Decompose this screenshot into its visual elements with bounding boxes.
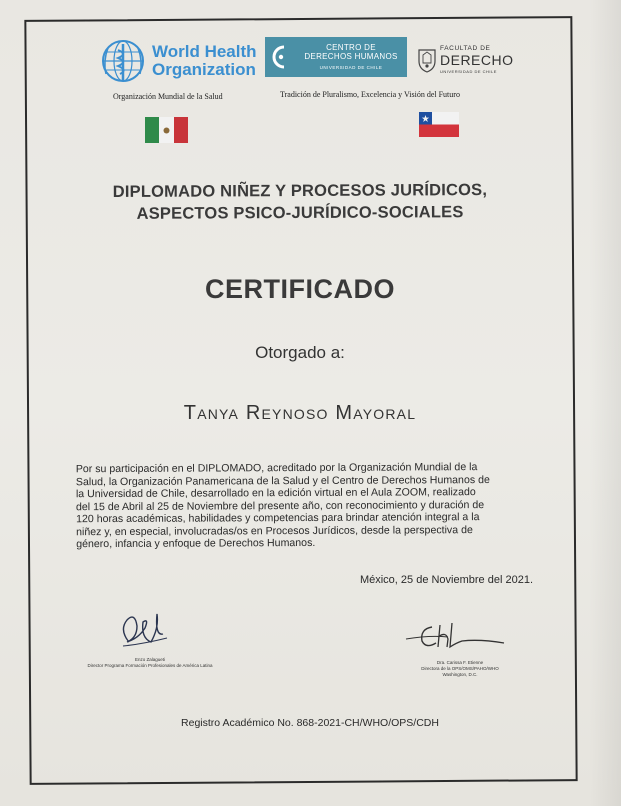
certificate-body — [76, 461, 532, 551]
mexico-flag-icon — [145, 117, 188, 143]
centro-derechos-humanos-logo — [265, 37, 407, 77]
right-signatory-caption — [390, 660, 530, 678]
program-title-line1: DIPLOMADO NIÑEZ Y PROCESOS JURÍDICOS, — [112, 181, 488, 201]
derecho-logo-line1: FACULTAD DE — [440, 45, 491, 52]
place-date: México, 25 de Noviembre del 2021. — [359, 574, 533, 586]
cdh-logo-line2: DERECHOS HUMANOS — [304, 51, 398, 61]
body-line: niñez y, en especial, involucradas/os en Procesos Jurídicos, desde la perspectiva de — [76, 523, 473, 538]
body-line: Por su participación en el DIPLOMADO, acreditado por la Organización Mundial de la — [75, 461, 478, 476]
registry-number: Registro Académico No. 868-2021-CH/WHO/OPS/CDH — [181, 717, 439, 729]
university-crest-icon — [417, 47, 437, 73]
university-tagline: Tradición de Pluralismo, Excelencia y Visión del Futuro — [280, 90, 460, 99]
page-edge-shadow — [589, 0, 621, 806]
cdh-logo-line1: CENTRO DE — [326, 42, 376, 52]
who-logo-line2: Organization — [152, 60, 256, 79]
who-logo — [100, 38, 257, 84]
cdh-mark-icon — [265, 37, 295, 77]
who-logo-line1: World Health — [152, 42, 257, 61]
right-signatory-name: Dra. Carissa F. Etienne — [436, 660, 484, 665]
certificate-title: CERTIFICADO — [205, 274, 395, 304]
program-title — [60, 179, 540, 226]
body-line: género, infancia y enfoque de Derechos Humanos. — [76, 536, 316, 551]
right-signature — [400, 617, 510, 657]
derecho-logo-line3: UNIVERSIDAD DE CHILE — [440, 69, 497, 74]
chile-flag-icon — [419, 112, 459, 137]
recipient-name: Tanya Reynoso Mayoral — [183, 402, 417, 424]
left-signatory-caption — [65, 657, 235, 669]
program-title-line2: ASPECTOS PSICO-JURÍDICO-SOCIALES — [136, 203, 464, 223]
body-line: 120 horas académicas, habilidades y competencias para brindar atención integral a la — [76, 511, 480, 526]
body-line: del 15 de Abril al 25 de Noviembre del presente año, con reconocimiento y duración de — [75, 498, 485, 513]
derecho-logo-line2: DERECHO — [440, 52, 514, 68]
cdh-logo-line3: UNIVERSIDAD DE CHILE — [319, 64, 383, 70]
left-signatory-name: Enzo Zalagueti — [134, 657, 166, 662]
right-signatory-location: Washington, D.C. — [442, 672, 478, 677]
right-signatory-title: Directora de la OPS/OMS/PAHO/WHO — [421, 666, 499, 671]
who-emblem-icon — [100, 38, 146, 84]
who-tagline: Organización Mundial de la Salud — [113, 92, 223, 101]
facultad-derecho-logo — [417, 44, 514, 76]
left-signature — [115, 608, 175, 653]
left-signatory-title: Director Programa Formación Profesionales de América Latina — [87, 663, 213, 668]
granted-to-label: Otorgado a: — [255, 343, 345, 362]
body-line: Salud, la Organización Panamericana de la Salud y el Centro de Derechos Humanos de — [75, 473, 490, 488]
body-line: la Universidad de Chile, desarrollado en la edición virtual en el Aula ZOOM, realizado — [75, 486, 476, 501]
